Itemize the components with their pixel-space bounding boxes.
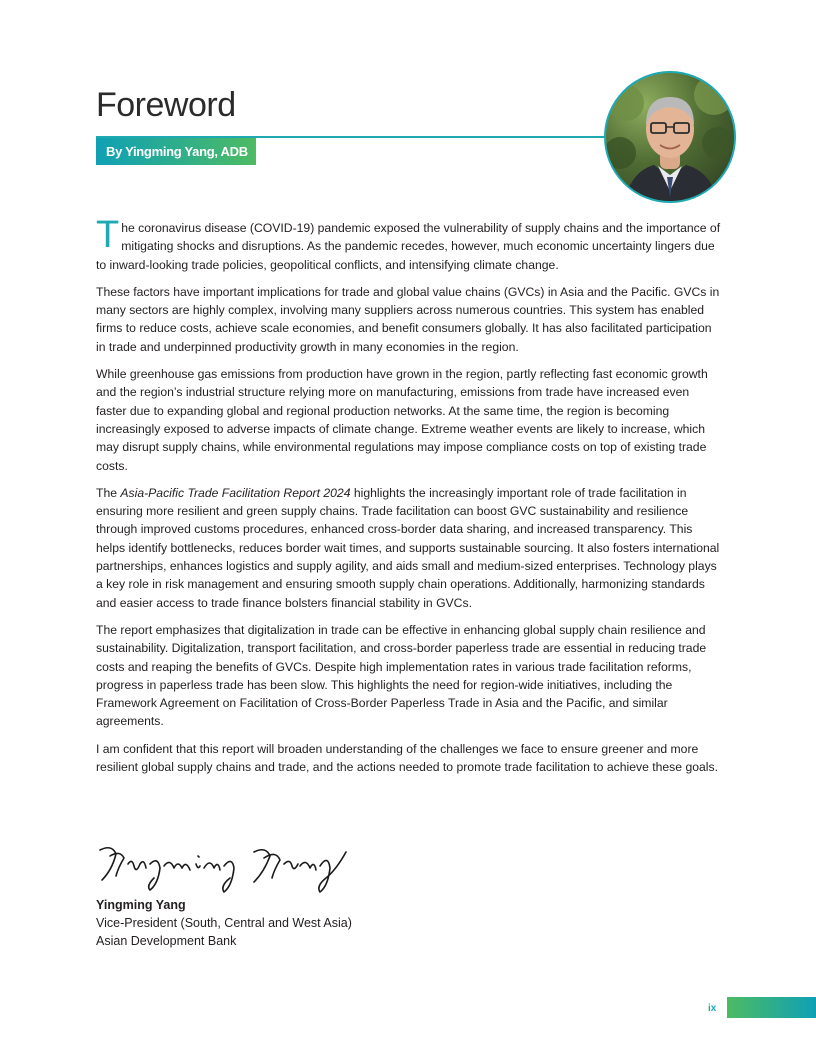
paragraph-6: I am confident that this report will broaden understanding of the challenges we face to ensure greener and more resilient global supply chains and trade, and the actions needed to promote trade facilitation to achieve these goals. [96, 741, 718, 775]
foreword-body [96, 214, 722, 785]
page-number: ix [708, 1003, 717, 1014]
signatory-organization: Asian Development Bank [96, 934, 237, 948]
portrait-photo [604, 71, 736, 203]
byline-banner: By Yingming Yang, ADB [96, 138, 256, 165]
report-title: Asia-Pacific Trade Facilitation Report 2024 [120, 485, 351, 500]
page-title: Foreword [96, 86, 236, 124]
portrait-icon [606, 73, 734, 201]
paragraph-3: While greenhouse gas emissions from production have grown in the region, partly reflecting fast economic growth and the region’s industrial structure relying more on manufacturing, emissions from trade have increased even faster due to expanding global and regional production networks. At the same time, the region is becoming increasingly exposed to adverse impacts of climate change. Extreme weather events are likely to increase, which may disrupt supply chains, while environmental regulations may impose compliance costs on top of existing trade costs. [96, 367, 708, 473]
signatory-role: Vice-President (South, Central and West Asia) [96, 916, 352, 930]
paragraph-2: These factors have important implications for trade and global value chains (GVCs) in Asia and the Pacific. GVCs in many sectors are highly complex, involving many suppliers across numerous countries. This system has enabled firms to reduce costs, achieve scale economies, and benefit consumers globally. It has also facilitated participation in trade and underpinned productivity growth in many economies in the region. [96, 284, 720, 354]
paragraph-5: The report emphasizes that digitalization in trade can be effective in enhancing global supply chain resilience and sustainability. Digitalization, transport facilitation, and cross-border paperless trade are essential in reducing trade costs and reaping the benefits of GVCs. Despite high implementation rates in various trade facilitation reforms, progress in paperless trade has been slow. This highlights the need for region-wide initiatives, including the Framework Agreement on Facilitation of Cross-Border Paperless Trade in Asia and the Pacific, and similar agreements. [96, 622, 707, 729]
drop-cap: T [96, 214, 120, 256]
paragraph-4: The Asia-Pacific Trade Facilitation Report 2024 highlights the increasingly important role of trade facilitation in ensuring more resilient and green supply chains. Trade facilitation can boost GVC sustainability and resilience through improved customs procedures, enhanced cross-border data sharing, and increased transparency. This helps identify bottlenecks, reduces border wait times, and supports sustainable sourcing. It also fosters international partnerships, enhances logistics and supply agility, and aids small and medium-sized enterprises. Technology plays a key role in risk management and ensuring smooth supply chain operations. Additionally, harmonizing standards and easier access to trade finance bolsters financial stability in GVCs. [96, 485, 720, 610]
page-number-bar [727, 997, 816, 1018]
paragraph-1: The coronavirus disease (COVID-19) pandemic exposed the vulnerability of supply chains and the importance of mitigating shocks and disruptions. As the pandemic recedes, however, much economic uncertainty lingers due to inward-looking trade policies, geopolitical conflicts, and intensifying climate change. [96, 214, 721, 272]
handwritten-signature [94, 840, 354, 896]
signatory-name: Yingming Yang [96, 898, 186, 912]
